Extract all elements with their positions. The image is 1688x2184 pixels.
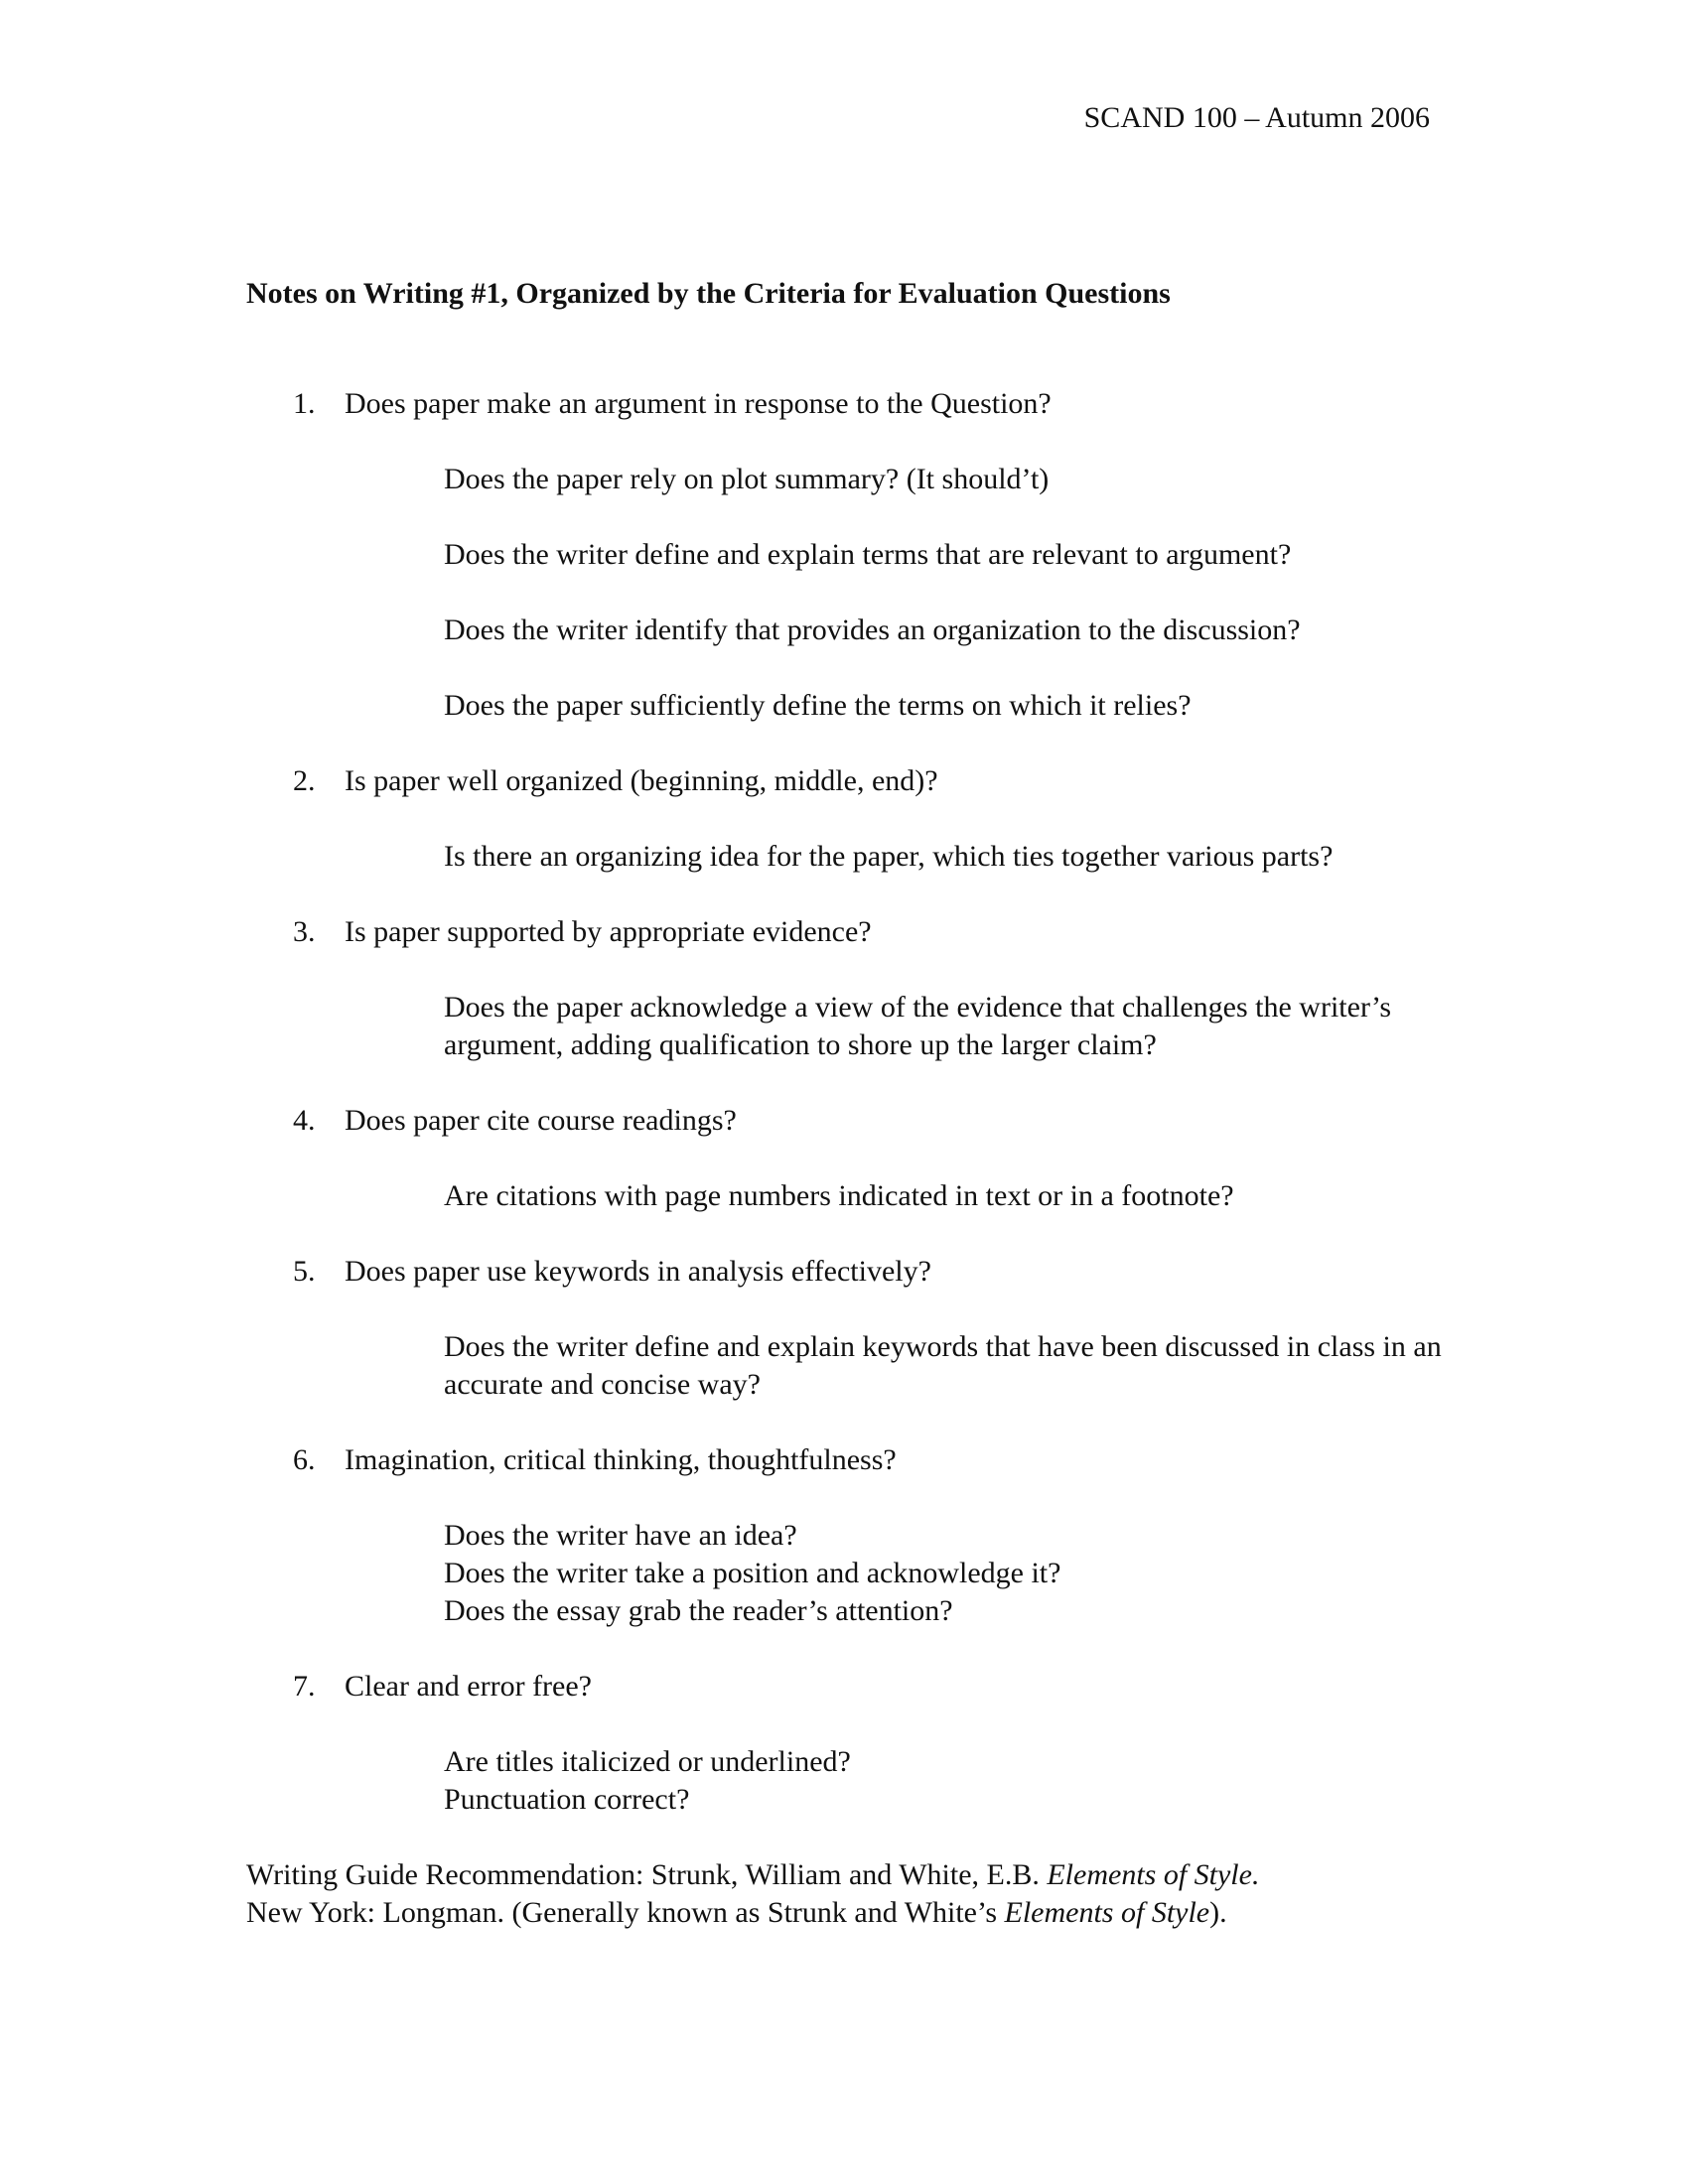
criterion-item (246, 1441, 1458, 1630)
sub-question: Does the paper acknowledge a view of the evidence that challenges the writer’s argument, adding qualification to shore up the larger claim? (444, 991, 1392, 1061)
criterion-number: 7. (293, 1670, 316, 1703)
criterion-question-row (246, 1668, 1458, 1706)
criterion-number: 5. (293, 1255, 316, 1288)
criterion-question-row (246, 913, 1458, 951)
criterion-question: Does paper cite course readings? (345, 1104, 737, 1137)
criterion-question-row (246, 1102, 1458, 1140)
book-title: Elements of Style. (1047, 1858, 1260, 1891)
sub-question-group (444, 1328, 1447, 1404)
criterion-question-row (246, 762, 1458, 800)
writing-guide-recommendation (246, 1856, 1497, 1932)
recommendation-line-1 (246, 1856, 1497, 1894)
criterion-item (246, 913, 1458, 1064)
sub-question: Does the writer define and explain keywords that have been discussed in class in an accurate and concise way? (444, 1330, 1442, 1401)
course-header: SCAND 100 – Autumn 2006 (1083, 101, 1430, 134)
criterion-question-row (246, 1253, 1458, 1291)
sub-question-group (444, 1517, 1447, 1630)
criterion-question-row (246, 1441, 1458, 1479)
criterion-number: 1. (293, 387, 316, 420)
sub-question: Does the essay grab the reader’s attention? (444, 1594, 953, 1627)
sub-question: Does the writer define and explain terms that are relevant to argument? (444, 538, 1292, 571)
criterion-item (246, 1253, 1458, 1404)
criterion-question: Is paper supported by appropriate evidence? (345, 915, 872, 948)
sub-question-group (444, 1743, 1447, 1819)
sub-question-group (444, 989, 1447, 1064)
sub-question-group (444, 461, 1447, 725)
criterion-question: Does paper make an argument in response to the Question? (345, 387, 1052, 420)
sub-question: Punctuation correct? (444, 1783, 690, 1816)
recommendation-text: ). (1209, 1896, 1227, 1929)
criterion-number: 6. (293, 1443, 316, 1476)
criterion-item (246, 385, 1458, 725)
sub-question: Does the writer have an idea? (444, 1519, 797, 1552)
sub-question: Are citations with page numbers indicated in text or in a footnote? (444, 1179, 1234, 1212)
criterion-question: Is paper well organized (beginning, middle, end)? (345, 764, 938, 797)
criterion-question: Does paper use keywords in analysis effectively? (345, 1255, 931, 1288)
book-title: Elements of Style (1004, 1896, 1210, 1929)
criterion-item (246, 762, 1458, 876)
document-title: Notes on Writing #1, Organized by the Criteria for Evaluation Questions (246, 277, 1171, 310)
sub-question: Is there an organizing idea for the paper, which ties together various parts? (444, 840, 1334, 873)
criterion-item (246, 1102, 1458, 1215)
sub-question: Does the writer identify that provides an organization to the discussion? (444, 614, 1301, 646)
sub-question: Does the paper rely on plot summary? (It should’t) (444, 463, 1050, 495)
sub-question-group (444, 838, 1447, 876)
criterion-number: 4. (293, 1104, 316, 1137)
sub-question: Does the writer take a position and acknowledge it? (444, 1557, 1061, 1589)
sub-question: Are titles italicized or underlined? (444, 1745, 851, 1778)
criterion-item (246, 1668, 1458, 1819)
criterion-number: 2. (293, 764, 316, 797)
recommendation-text: Writing Guide Recommendation: Strunk, William and White, E.B. (246, 1858, 1048, 1891)
criterion-question-row (246, 385, 1458, 423)
criterion-number: 3. (293, 915, 316, 948)
sub-question: Does the paper sufficiently define the terms on which it relies? (444, 689, 1192, 722)
criterion-question: Clear and error free? (345, 1670, 592, 1703)
criterion-question: Imagination, critical thinking, thoughtfulness? (345, 1443, 897, 1476)
criteria-list (246, 385, 1458, 1856)
recommendation-text: New York: Longman. (Generally known as Strunk and White’s (246, 1896, 1005, 1929)
recommendation-line-2 (246, 1894, 1497, 1932)
sub-question-group (444, 1177, 1447, 1215)
